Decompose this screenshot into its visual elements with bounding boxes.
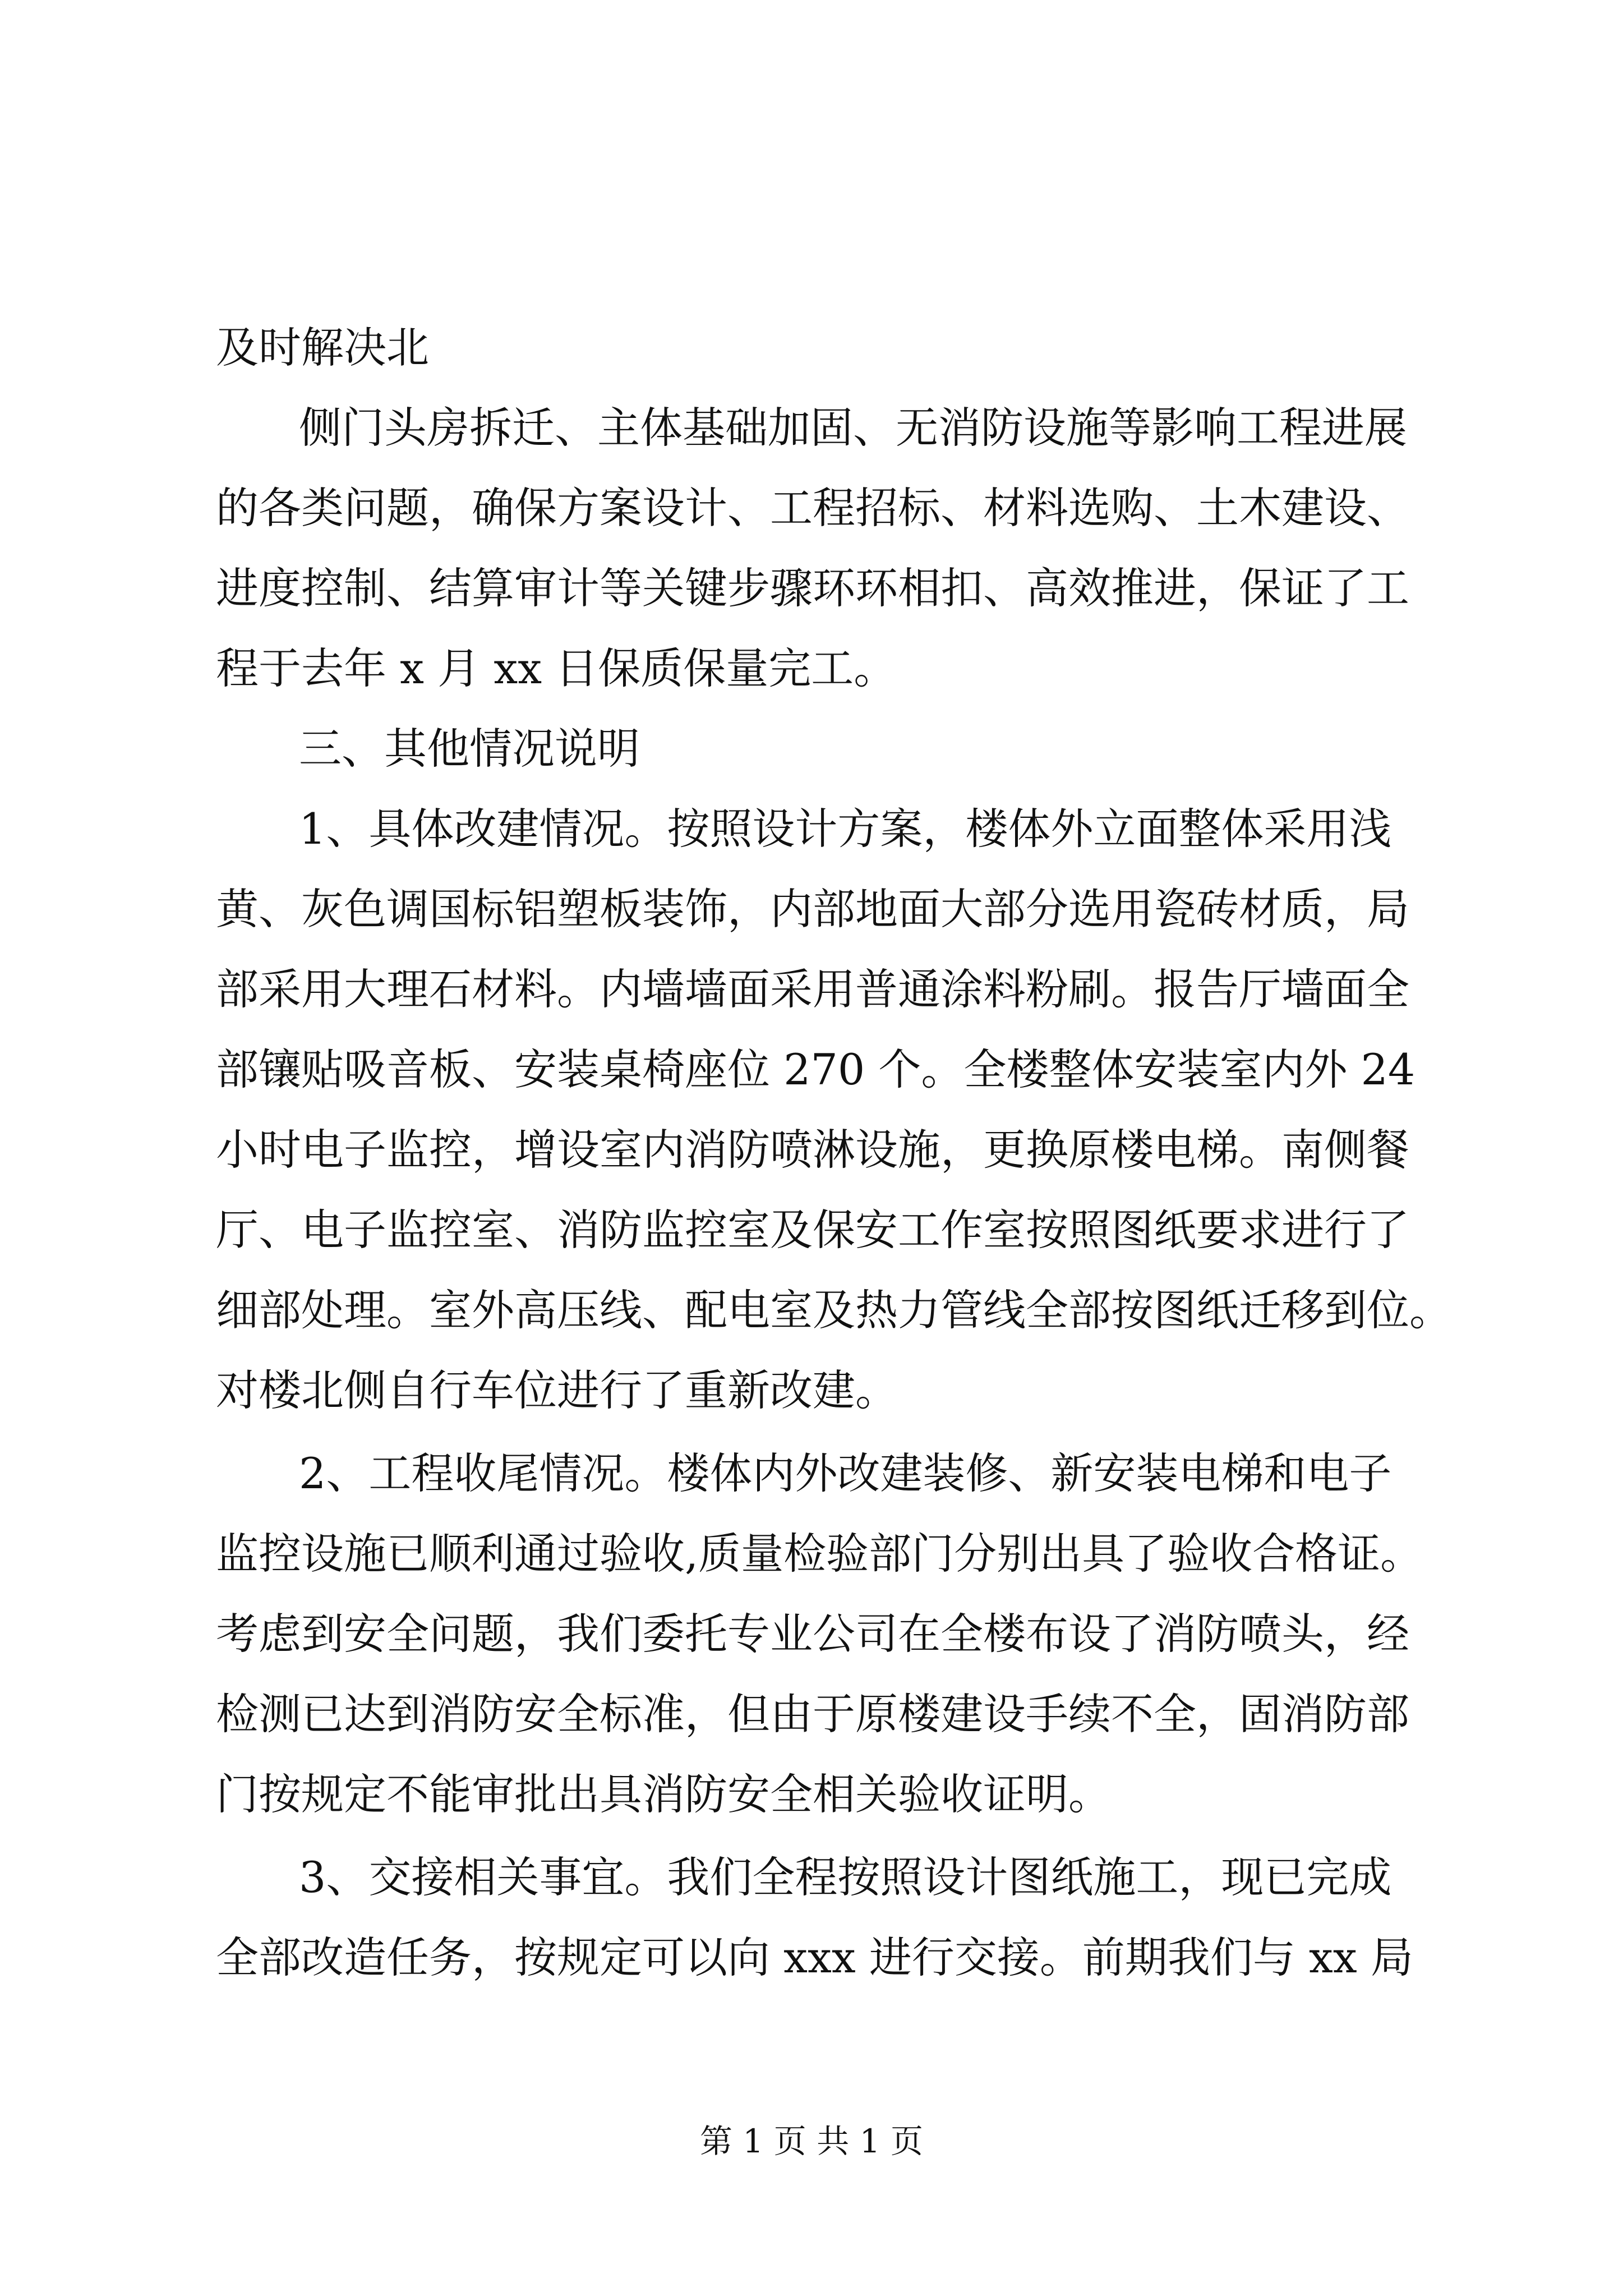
text-line: 侧门头房拆迁、主体基础加固、无消防设施等影响工程进展 — [299, 403, 1407, 453]
text-line: 3、交接相关事宜。我们全程按照设计图纸施工，现已完成 — [299, 1852, 1392, 1902]
text-line: 门按规定不能审批出具消防安全相关验收证明。 — [216, 1769, 1111, 1819]
text-line: 部采用大理石材料。内墙墙面采用普通涂料粉刷。报告厅墙面全 — [216, 964, 1409, 1014]
section-heading: 三、其他情况说明 — [299, 724, 640, 774]
text-line: 的各类问题，确保方案设计、工程招标、材料选购、土木建设、 — [216, 483, 1409, 533]
text-line: 程于去年 x 月 xx 日保质保量完工。 — [216, 643, 897, 693]
text-line: 2、工程收尾情况。楼体内外改建装修、新安装电梯和电子 — [299, 1448, 1392, 1498]
text-line: 黄、灰色调国标铝塑板装饰，内部地面大部分选用瓷砖材质，局 — [216, 884, 1409, 934]
document-body — [216, 307, 1452, 1998]
text-line: 及时解决北 — [216, 323, 429, 372]
text-line: 全部改造任务，按规定可以向 xxx 进行交接。前期我们与 xx 局 — [216, 1932, 1413, 1982]
text-line: 厅、电子监控室、消防监控室及保安工作室按照图纸要求进行了 — [216, 1205, 1409, 1255]
text-line: 部镶贴吸音板、安装桌椅座位 270 个。全楼整体安装室内外 24 — [216, 1045, 1415, 1094]
text-line: 小时电子监控，增设室内消防喷淋设施，更换原楼电梯。南侧餐 — [216, 1125, 1409, 1175]
text-line: 1、具体改建情况。按照设计方案，楼体外立面整体采用浅 — [299, 804, 1392, 854]
text-line: 进度控制、结算审计等关键步骤环环相扣、高效推进，保证了工 — [216, 563, 1409, 613]
text-line: 对楼北侧自行车位进行了重新改建。 — [216, 1365, 898, 1415]
text-line: 监控设施已顺利通过验收,质量检验部门分别出具了验收合格证。 — [216, 1529, 1423, 1579]
text-line: 考虑到安全问题，我们委托专业公司在全楼布设了消防喷头，经 — [216, 1609, 1409, 1659]
text-line: 细部处理。室外高压线、配电室及热力管线全部按图纸迁移到位。 — [216, 1285, 1452, 1335]
page-footer: 第 1 页 共 1 页 — [700, 2122, 923, 2160]
text-line: 检测已达到消防安全标准，但由于原楼建设手续不全，固消防部 — [216, 1689, 1409, 1739]
